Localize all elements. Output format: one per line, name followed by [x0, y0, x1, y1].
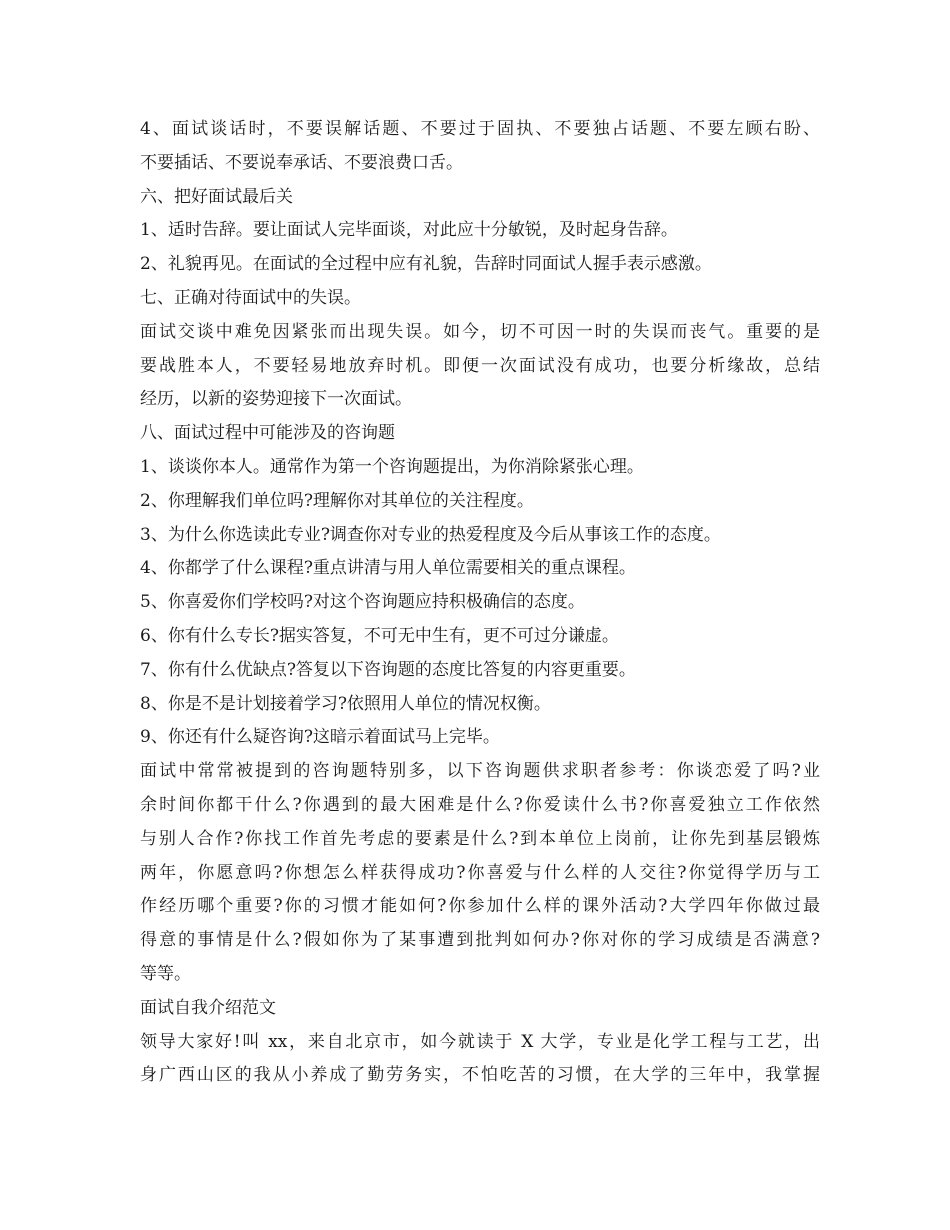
text-line: 面试交谈中难免因紧张而出现失误。如今，切不可因一时的失误而丧气。重要的是	[140, 321, 820, 342]
text-line: 领导大家好!叫 xx，来自北京市，如今就读于 X 大学，专业是化学工程与工艺，出	[140, 1031, 820, 1052]
text-line: 等等。	[140, 963, 191, 984]
list-item: 7、你有什么优缺点?答复以下咨询题的态度比答复的内容更重要。	[140, 659, 636, 680]
list-item: 5、你喜爱你们学校吗?对这个咨询题应持积极确信的态度。	[140, 592, 585, 613]
list-item: 1、谈谈你本人。通常作为第一个咨询题提出，为你消除紧张心理。	[140, 456, 644, 477]
text-line: 余时间你都干什么?你遇到的最大困难是什么?你爱读什么书?你喜爱独立工作依然	[140, 794, 820, 815]
list-item: 1、适时告辞。要让面试人完毕面谈，对此应十分敏锐，及时起身告辞。	[140, 220, 678, 241]
section-heading: 八、面试过程中可能涉及的咨询题	[140, 423, 395, 444]
text-line: 4、面试谈话时，不要误解话题、不要过于固执、不要独占话题、不要左顾右盼、	[140, 119, 820, 139]
text-line: 得意的事情是什么?假如你为了某事遭到批判如何办?你对你的学习成绩是否满意?	[140, 930, 820, 951]
text-line: 身广西山区的我从小养成了勤劳务实，不怕吃苦的习惯，在大学的三年中，我掌握	[140, 1065, 820, 1086]
list-item: 9、你还有什么疑咨询?这暗示着面试马上完毕。	[140, 727, 500, 748]
text-line: 要战胜本人，不要轻易地放弃时机。即便一次面试没有成功，也要分析缘故，总结	[140, 355, 820, 376]
section-heading: 面试自我介绍范文	[140, 997, 276, 1018]
list-item: 2、礼貌再见。在面试的全过程中应有礼貌，告辞时同面试人握手表示感激。	[140, 254, 712, 275]
text-line: 经历，以新的姿势迎接下一次面试。	[140, 389, 412, 410]
list-item: 6、你有什么专长?据实答复，不可无中生有，更不可过分谦虚。	[140, 625, 619, 646]
text-line: 与别人合作?你找工作首先考虑的要素是什么?到本单位上岗前，让你先到基层锻炼	[140, 828, 820, 849]
text-line: 两年，你愿意吗?你想怎么样获得成功?你喜爱与什么样的人交往?你觉得学历与工	[140, 862, 820, 883]
section-heading: 七、正确对待面试中的失误。	[140, 287, 361, 308]
list-item: 2、你理解我们单位吗?理解你对其单位的关注程度。	[140, 490, 534, 511]
section-heading: 六、把好面试最后关	[140, 186, 293, 207]
list-item: 4、你都学了什么课程?重点讲清与用人单位需要相关的重点课程。	[140, 558, 636, 579]
list-item: 3、为什么你选读此专业?调查你对专业的热爱程度及今后从事该工作的态度。	[140, 524, 721, 545]
text-line: 作经历哪个重要?你的习惯才能如何?你参加什么样的课外活动?大学四年你做过最	[140, 896, 820, 917]
text-line: 面试中常常被提到的咨询题特别多，以下咨询题供求职者参考：你谈恋爱了吗?业	[140, 761, 820, 782]
document-page	[140, 113, 820, 1093]
text-line: 不要插话、不要说奉承话、不要浪费口舌。	[140, 152, 463, 173]
list-item: 8、你是不是计划接着学习?依照用人单位的情况权衡。	[140, 693, 551, 714]
